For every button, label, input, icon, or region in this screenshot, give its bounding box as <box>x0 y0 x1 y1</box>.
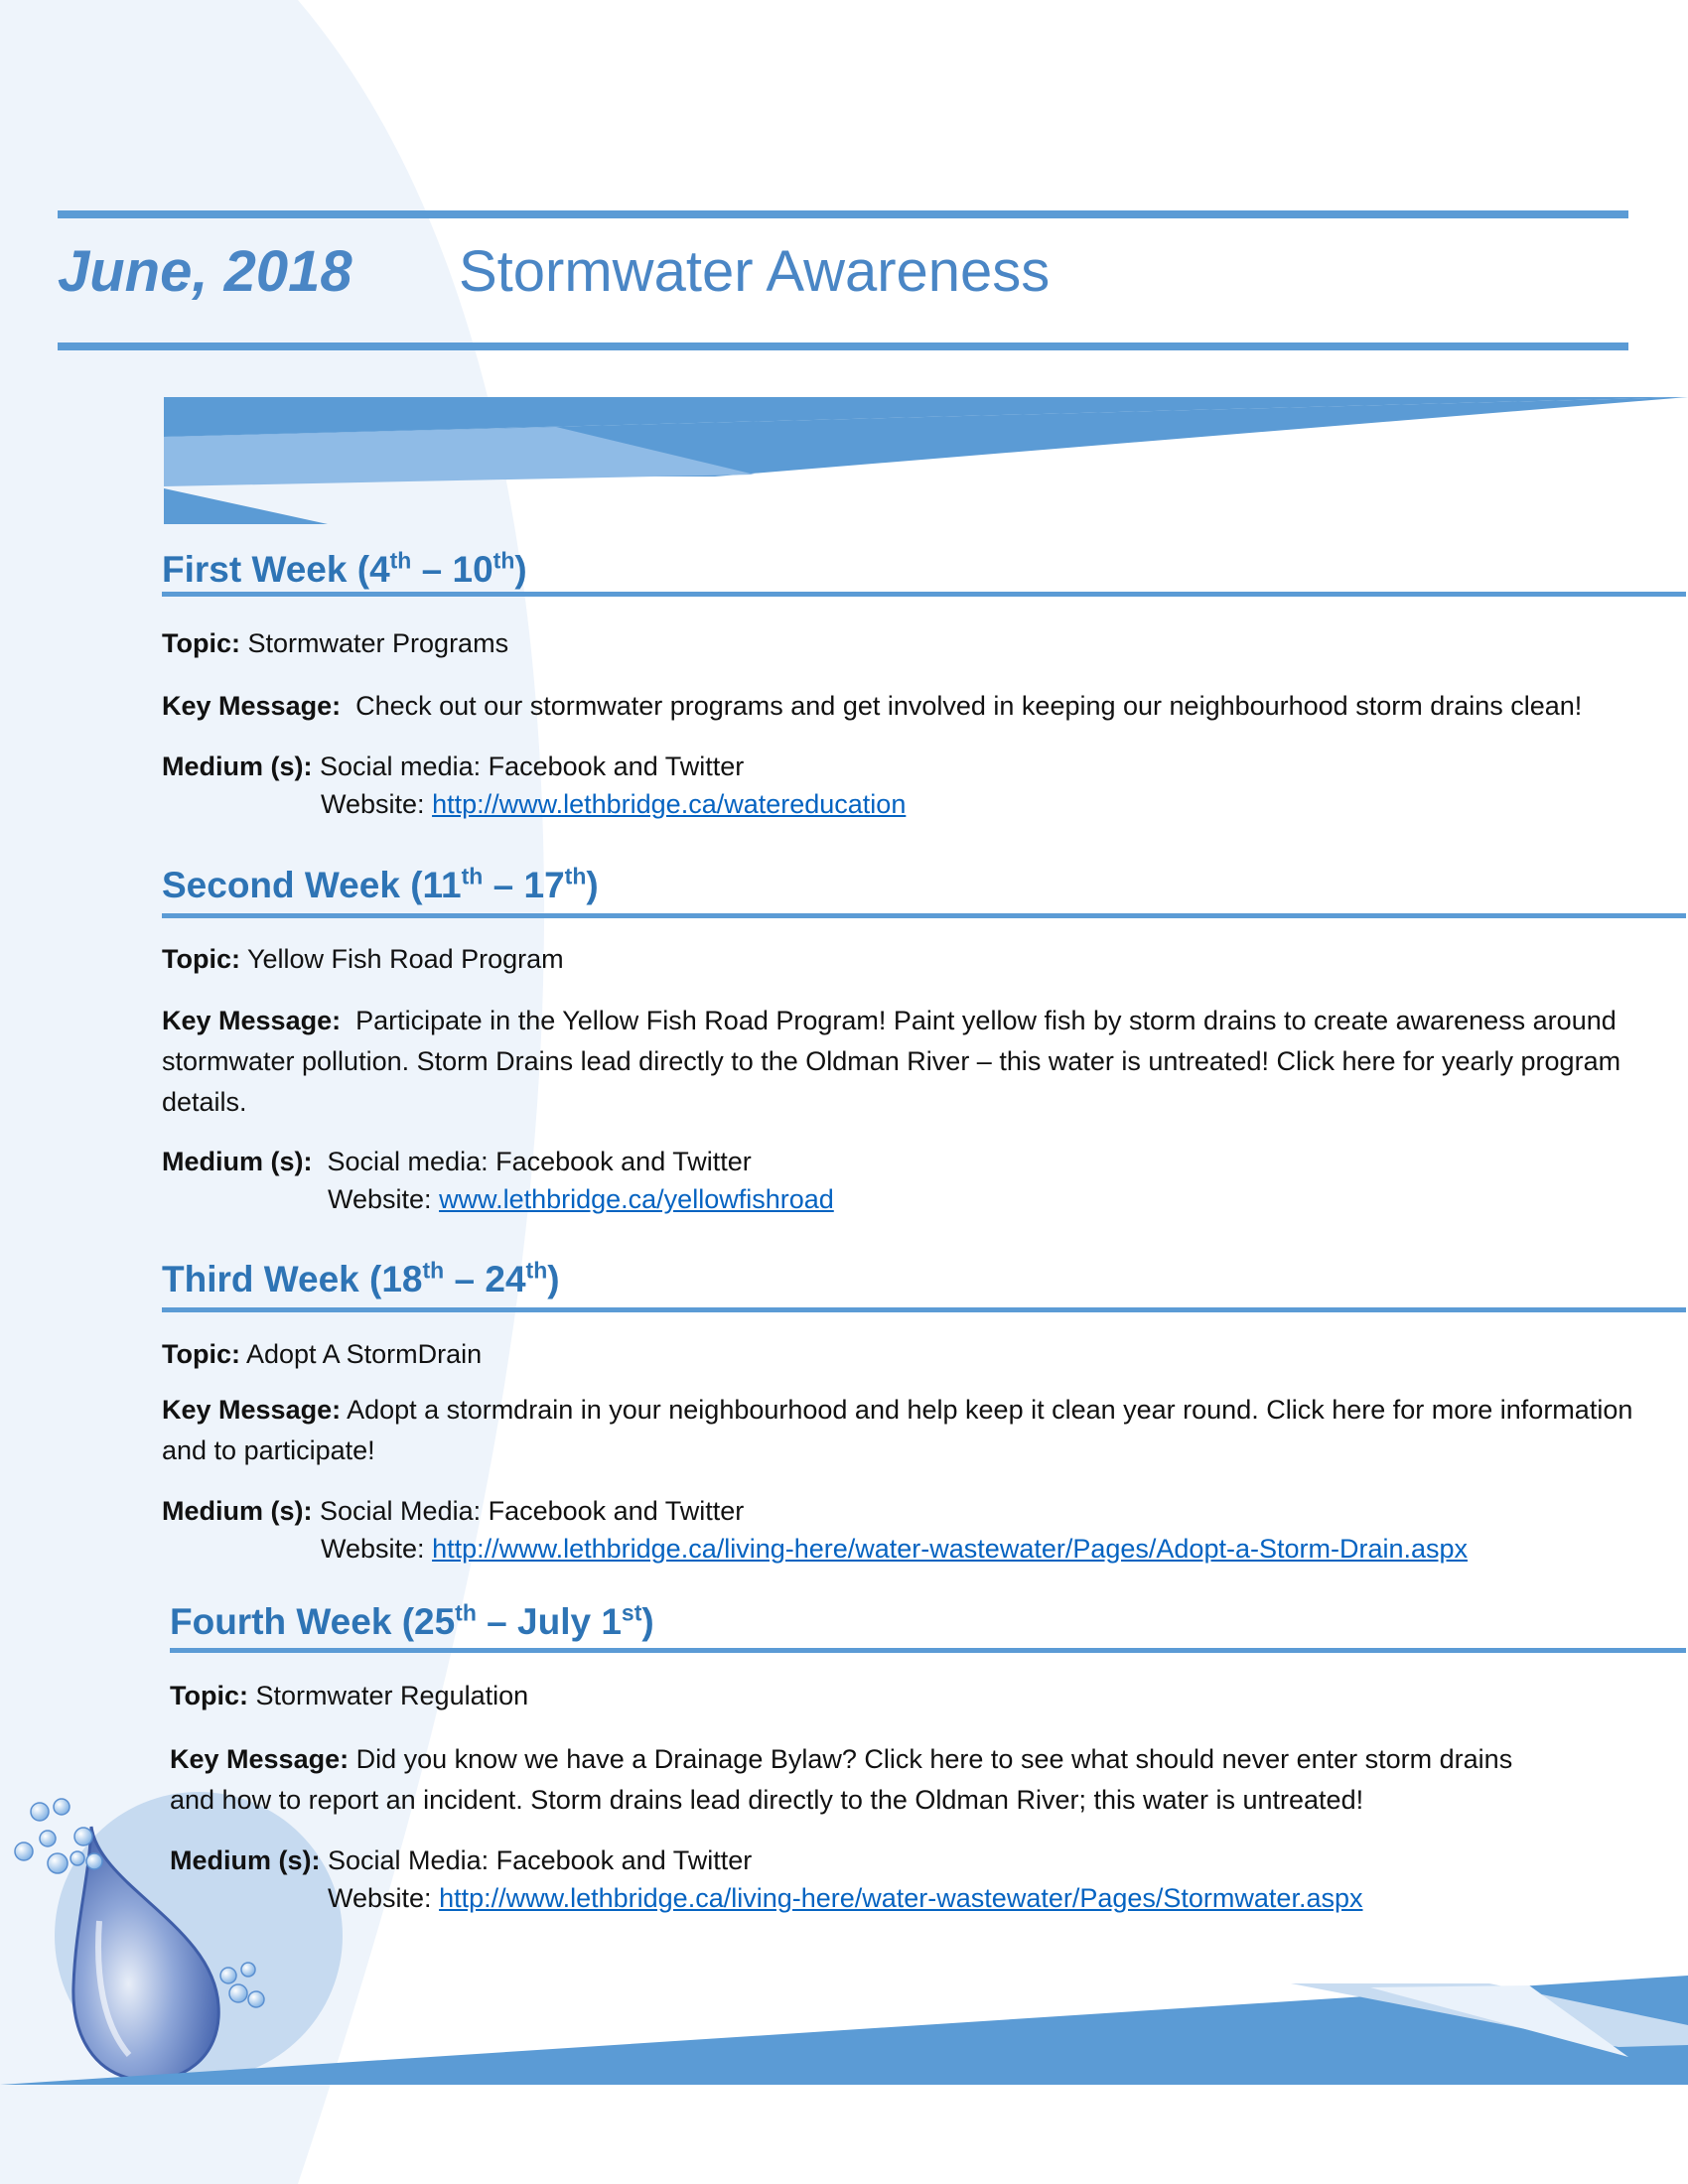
topic-line <box>162 939 564 980</box>
page-date: June, 2018 <box>58 239 352 304</box>
medium-line <box>162 1491 744 1532</box>
website-label: Website: <box>328 1184 432 1214</box>
key-message-label: Key Message: <box>162 1006 342 1035</box>
website-link[interactable]: http://www.lethbridge.ca/living-here/water-wastewater/Pages/Adopt-a-Storm-Drain.aspx <box>432 1534 1469 1564</box>
page-title: Stormwater Awareness <box>459 239 1051 304</box>
header-top-rule <box>58 210 1628 218</box>
week-heading: Fourth Week (25th – July 1st) <box>170 1599 654 1642</box>
topic-value: Adopt A StormDrain <box>246 1339 483 1369</box>
website-line <box>328 1179 834 1220</box>
topic-label: Topic: <box>162 628 240 658</box>
week-heading-rule <box>162 913 1686 918</box>
medium-label: Medium (s): <box>162 751 313 781</box>
header-bottom-rule <box>58 342 1628 350</box>
medium-line <box>162 1142 752 1182</box>
website-line <box>321 784 906 825</box>
key-message-text: Participate in the Yellow Fish Road Program! Paint yellow fish by storm drains to create awareness around stormwater pollution. Storm Drains lead directly to the Oldman River – this water is untreated! Click here for yearly program details. <box>162 1006 1621 1117</box>
key-message-text: Did you know we have a Drainage Bylaw? Click here to see what should never enter storm drains and how to report an incident. Storm drains lead directly to the Oldman River; this water is untreated! <box>170 1744 1513 1815</box>
website-link[interactable]: http://www.lethbridge.ca/watereducation <box>432 789 907 819</box>
week-heading-rule <box>170 1648 1686 1653</box>
medium-line <box>170 1841 752 1881</box>
key-message-text: Check out our stormwater programs and get involved in keeping our neighbourhood storm drains clean! <box>355 691 1583 721</box>
week-heading: Third Week (18th – 24th) <box>162 1257 560 1299</box>
website-label: Website: <box>328 1883 432 1913</box>
week-heading-rule <box>162 592 1686 597</box>
week-heading-rule <box>162 1307 1686 1312</box>
website-label: Website: <box>321 789 425 819</box>
medium-line <box>162 747 744 787</box>
topic-line <box>170 1676 528 1716</box>
topic-value: Stormwater Programs <box>247 628 509 658</box>
medium-label: Medium (s): <box>162 1147 313 1176</box>
website-line <box>321 1529 1468 1570</box>
medium-value: Social Media: Facebook and Twitter <box>328 1845 753 1875</box>
medium-value: Social media: Facebook and Twitter <box>327 1147 752 1176</box>
medium-label: Medium (s): <box>170 1845 321 1875</box>
key-message-text: Adopt a stormdrain in your neighbourhood and help keep it clean year round. Click here for more information and to participate! <box>162 1395 1633 1465</box>
week-heading: First Week (4th – 10th) <box>162 547 527 590</box>
topic-value: Yellow Fish Road Program <box>247 944 564 974</box>
website-link[interactable]: www.lethbridge.ca/yellowfishroad <box>439 1184 834 1214</box>
medium-label: Medium (s): <box>162 1496 313 1526</box>
key-message <box>162 1390 1681 1471</box>
key-message <box>170 1739 1560 1821</box>
medium-value: Social Media: Facebook and Twitter <box>320 1496 745 1526</box>
website-label: Website: <box>321 1534 425 1564</box>
website-link[interactable]: http://www.lethbridge.ca/living-here/water-wastewater/Pages/Stormwater.aspx <box>439 1883 1363 1913</box>
topic-label: Topic: <box>162 1339 240 1369</box>
key-message-label: Key Message: <box>170 1744 350 1774</box>
week-heading: Second Week (11th – 17th) <box>162 863 599 905</box>
key-message <box>162 686 1681 727</box>
topic-value: Stormwater Regulation <box>255 1681 529 1710</box>
key-message-label: Key Message: <box>162 1395 342 1425</box>
key-message <box>162 1001 1681 1123</box>
topic-line <box>162 623 508 664</box>
topic-label: Topic: <box>170 1681 248 1710</box>
medium-value: Social media: Facebook and Twitter <box>320 751 745 781</box>
topic-line <box>162 1334 482 1375</box>
topic-label: Topic: <box>162 944 240 974</box>
key-message-label: Key Message: <box>162 691 342 721</box>
website-line <box>328 1878 1362 1919</box>
